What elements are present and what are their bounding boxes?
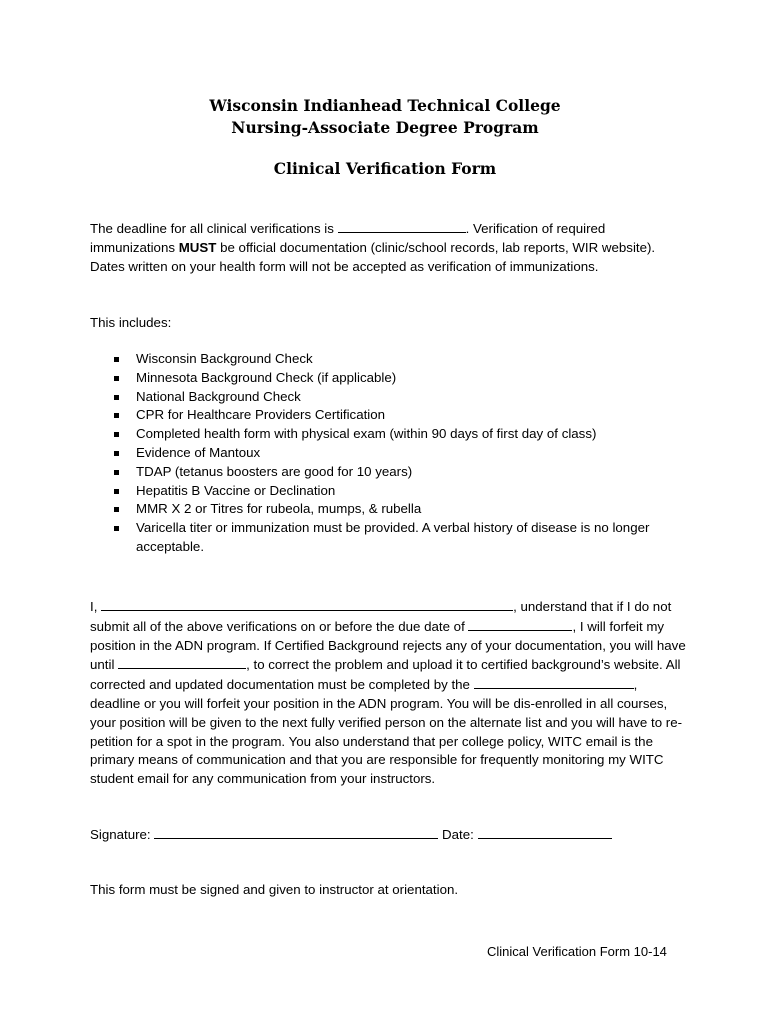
bullet-icon [114, 489, 119, 494]
closing-note: This form must be signed and given to instructor at orientation. [90, 882, 459, 897]
intro-text-3: be official documentation (clinic/school records, lab reports, WIR website). Dates written on your health form will not be accepted as verification of immunizations. [90, 239, 656, 274]
date-label: Date: [442, 827, 474, 842]
list-item [114, 463, 684, 482]
bullet-icon [114, 413, 119, 418]
list-item-text: Evidence of Mantoux [136, 444, 261, 460]
list-item [114, 406, 684, 425]
completion-date-blank[interactable] [474, 675, 634, 689]
bullet-icon [114, 357, 119, 362]
intro-paragraph [90, 219, 690, 276]
bullet-icon [114, 507, 119, 512]
program-name: Nursing-Associate Degree Program [231, 118, 539, 137]
list-item-text: Wisconsin Background Check [136, 351, 313, 366]
list-item [114, 519, 684, 557]
list-item [114, 388, 684, 407]
signature-field[interactable] [154, 825, 438, 839]
bullet-icon [114, 526, 119, 531]
list-item-text: Completed health form with physical exam (within 90 days of first day of class) [136, 426, 597, 442]
must-emphasis: MUST [178, 239, 217, 255]
bullet-icon [114, 376, 119, 381]
bullet-icon [114, 395, 119, 400]
bullet-icon [114, 451, 119, 456]
agreement-paragraph [90, 597, 690, 789]
intro-text-1: The deadline for all clinical verifications is [90, 221, 334, 236]
intro-text-2: . Verification of required immunizations [90, 221, 606, 255]
list-item-text: Minnesota Background Check (if applicable) [136, 369, 397, 385]
due-date-blank[interactable] [468, 617, 572, 631]
list-item-text: Hepatitis B Vaccine or Declination [136, 482, 336, 498]
list-item [114, 444, 684, 463]
list-item [114, 425, 684, 444]
includes-label: This includes: [90, 315, 172, 330]
list-item-text: MMR X 2 or Titres for rubeola, mumps, & rubella [136, 501, 422, 517]
date-field[interactable] [478, 825, 612, 839]
list-item-text: CPR for Healthcare Providers Certification [136, 407, 386, 423]
list-item [114, 350, 684, 369]
agreement-text-i: I, [90, 599, 98, 614]
agreement-text-4: , deadline or you will forfeit your position in the ADN program. You will be dis-enrolled in all courses, your position will be given to the next fully verified person on the alternate list and you will have to re-petition for a spot in the program. You also understand that per college policy, WITC email is the primary means of communication and that you are responsible for frequently monitoring my WITC student email for any communication from your instructors. [90, 677, 683, 787]
deadline-blank[interactable] [338, 219, 466, 233]
list-item [114, 482, 684, 501]
bullet-icon [114, 470, 119, 475]
list-item-text: National Background Check [136, 388, 301, 404]
correction-date-blank[interactable] [118, 655, 246, 669]
list-item [114, 500, 684, 519]
bullet-icon [114, 432, 119, 437]
list-item [114, 369, 684, 388]
list-item-text: Varicella titer or immunization must be provided. A verbal history of disease is no longer acceptable. [136, 520, 650, 554]
signature-line [90, 825, 690, 845]
signature-label: Signature: [90, 827, 151, 842]
name-blank[interactable] [101, 597, 513, 611]
form-title: Clinical Verification Form [273, 159, 497, 178]
college-name: Wisconsin Indianhead Technical College [209, 96, 561, 115]
list-item-text: TDAP (tetanus boosters are good for 10 years) [136, 463, 413, 479]
footer-form-id: Clinical Verification Form 10-14 [487, 944, 667, 959]
agreement-text-2: , I will forfeit my position in the ADN program. If Certified Background rejects any of your documentation, you will have until [90, 618, 686, 673]
agreement-text-1: , understand that if I do not submit all of the above verifications on or before the due date of [90, 599, 672, 634]
agreement-text-3: , to correct the problem and upload it to certified background’s website. All corrected and updated documentation must be completed by the [90, 657, 681, 693]
requirements-list [114, 350, 684, 557]
